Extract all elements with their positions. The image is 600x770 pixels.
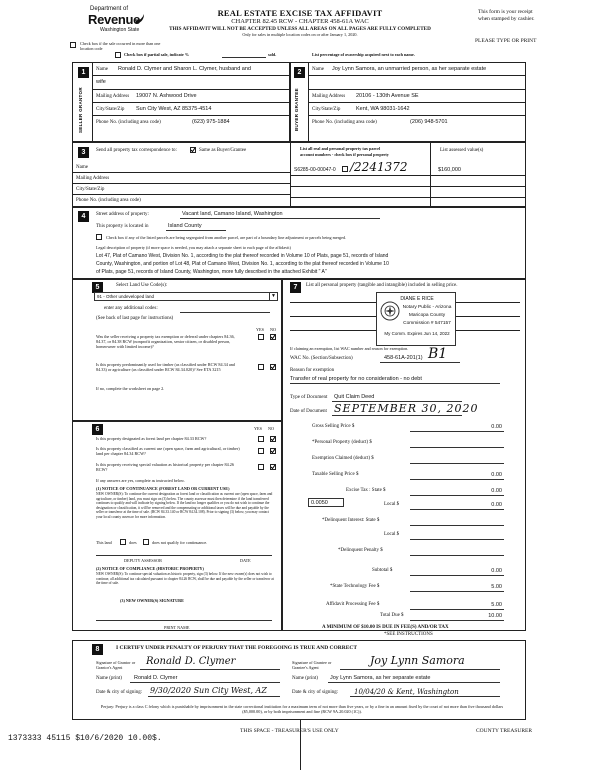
seller-phone[interactable]: (623) 975-1884 (192, 119, 230, 125)
partial-sale-label: Check box if partial sale, indicate % (124, 52, 190, 57)
same-as-buyer-checkbox[interactable] (190, 147, 196, 153)
notary-seal-icon (380, 301, 400, 321)
local-tax-label: Local $ (384, 502, 400, 507)
buyer-address[interactable]: 20106 - 130th Avenue SE (356, 93, 419, 99)
doc-date[interactable]: SEPTEMBER 30, 2020 (334, 402, 479, 415)
legal-desc-label: Legal description of property (if more space is needed, you may attach a separate sheet to each page of the affidavit) (96, 245, 291, 250)
grantee-date-label: Date & city of signing: (292, 690, 339, 695)
notary-line1: DIANE E RICE (400, 296, 434, 302)
s5-question-2: Is this property predominantly used for timber (as classified under RCW 84.34 and 84.33) or agriculture (as classified under RCW 84.34.020)? See ETA 3215 (96, 362, 235, 372)
land-does-label: This land (96, 540, 112, 545)
buyer-addr-label: Mailing Address (312, 94, 346, 99)
print-name-label: PRINT NAME (164, 625, 190, 630)
notary-line4: Commission # 547157 (403, 321, 451, 326)
taxable-value[interactable]: 0.00 (491, 472, 502, 478)
legal-desc-3[interactable]: of Plats, page 51, records of Island County, Washington, more fully described in the attached Exhibit " A" (96, 269, 327, 275)
grantor-sig-label: Signature of Grantor or Grantor's Agent (96, 660, 136, 670)
wac-handwritten: B1 (428, 346, 448, 362)
street-label: Street address of property: (96, 212, 149, 217)
does-not-label: does not qualify for continuance. (152, 540, 208, 545)
agency-logo-text: Revenue (88, 12, 141, 27)
s6-question-4: If any answers are yes, complete as instructed below. (96, 478, 185, 483)
tech-fee-value[interactable]: 5.00 (491, 584, 502, 590)
buyer-city-label: City/State/Zip (312, 107, 341, 112)
corr-addr-label: Mailing Address (76, 176, 110, 181)
s5-q2-no-checkbox[interactable] (270, 364, 276, 370)
exemption-deduct-label: Exemption Claimed (deduct) $ (312, 456, 374, 461)
delinq-interest-label: *Delinquent Interest: State $ (322, 518, 380, 523)
s6-question-3: Is this property receiving special valuation as historical property per chapter 84.26 RCW? (96, 462, 234, 472)
partial-sale-checkbox[interactable] (115, 52, 121, 58)
grantor-name-label: Name (print) (96, 676, 122, 681)
s6-q3-yes-checkbox[interactable] (258, 464, 264, 470)
grantor-signature[interactable]: Ronald D. Clymer (146, 656, 236, 667)
property-street[interactable]: Vacant land, Camano Island, Washington (182, 211, 283, 217)
grantee-name-print[interactable]: Joy Lynn Samora, as her separate estate (330, 675, 431, 681)
assessed-header: List assessed value(s) (440, 148, 484, 153)
legal-desc-2[interactable]: County, Washington, and portion of Lot 48, Plat of Camano West, Division No. 1, according to the plat thereof recorded in Volume 10 (96, 261, 389, 267)
seller-city-label: City/State/Zip (96, 107, 125, 112)
section-5-number: 5 (92, 282, 103, 293)
section-8-number: 8 (92, 644, 103, 655)
seller-name-cont[interactable]: wife (96, 79, 106, 85)
personal-property-checkbox[interactable] (342, 166, 348, 172)
state-tax-label: Excise Tax : State $ (346, 488, 386, 493)
new-owner-sig-label: (3) NEW OWNER(S) SIGNATURE (120, 598, 184, 603)
doc-type[interactable]: Quit Claim Deed (334, 394, 375, 400)
seller-city[interactable]: Sun City West, AZ 85375-4514 (136, 106, 212, 112)
section-3-number: 3 (78, 147, 89, 158)
county-label: This property is located in (96, 224, 149, 229)
section-6-number: 6 (92, 424, 103, 435)
land-does-checkbox[interactable] (120, 539, 126, 545)
s5-question-1: Was the seller receiving a property tax exemption or deferral under chapters 84.36, 84.37, or 84.38 RCW (nonprofit organization, senior citizen, or disabled person, homeowner with limited income)? (96, 334, 235, 349)
subtotal-label: Subtotal $ (372, 568, 393, 573)
s6-q2-yes-checkbox[interactable] (258, 448, 264, 454)
notice-1-title: (1) NOTICE OF CONTINUANCE (FOREST LAND OR CURRENT USE) (96, 486, 230, 491)
agency-line1: Department of (90, 6, 129, 12)
land-use-select[interactable] (94, 292, 278, 301)
gross-label: Gross Selling Price $ (312, 424, 355, 429)
form-warning: THIS AFFIDAVIT WILL NOT BE ACCEPTED UNLESS ALL AREAS ON ALL PAGES ARE FULLY COMPLETED (169, 26, 431, 32)
buyer-name[interactable]: Joy Lynn Samora, an unmarried person, as her separate estate (332, 66, 487, 72)
center-fold-line (300, 720, 301, 770)
land-use-label: Select Land Use Code(s): (116, 283, 168, 288)
segregated-label: Check box if any of the listed parcels are being segregated from another parcel, are part of a boundary line adjustment or parcels being merged. (106, 235, 347, 240)
gross-value[interactable]: 0.00 (491, 424, 502, 430)
personal-deduct-label: *Personal Property (deduct) $ (312, 440, 372, 445)
grantor-date-city[interactable]: 9/30/2020 Sun City West, AZ (150, 686, 267, 695)
s6-q3-no-checkbox[interactable] (270, 464, 276, 470)
s5-q2-yes-checkbox[interactable] (258, 364, 264, 370)
s6-q1-yes-checkbox[interactable] (258, 436, 264, 442)
county-treasurer-label: COUNTY TREASURER (476, 728, 533, 734)
s5-q1-no-checkbox[interactable] (270, 334, 276, 340)
delinq-local-label: Local $ (384, 532, 400, 537)
grantor-date-label: Date & city of signing: (96, 690, 143, 695)
send-correspondence-label: Send all property tax correspondence to: (96, 148, 177, 153)
buyer-grantee-label: BUYER GRANTEE (294, 88, 299, 132)
legal-desc-1[interactable]: Lot 47, Plat of Camano West, Division No. 1, according to the plat thereof recorded in Volume 10 of Plats, page 51, records of Island (96, 253, 389, 259)
s6-no-header: NO (268, 426, 275, 431)
corr-name-label: Name (76, 165, 88, 170)
wac-label: WAC No. (Section/Subsection) (290, 356, 353, 361)
property-county[interactable]: Island County (168, 223, 202, 229)
notary-line3: Maricopa County (408, 313, 446, 318)
multiple-location-checkbox[interactable] (70, 42, 76, 48)
see-instructions: *SEE INSTRUCTIONS (384, 632, 433, 637)
minimum-note: A MINIMUM OF $10.00 IS DUE IN FEE(S) AND/OR TAX (322, 625, 449, 630)
chevron-down-icon: ▼ (269, 293, 277, 300)
reason-label: Reason for exemption (290, 368, 335, 373)
affidavit-fee-value[interactable]: 5.00 (491, 602, 502, 608)
parcel-header-1: List all real and personal property tax parcel (300, 146, 381, 151)
s6-q2-no-checkbox[interactable] (270, 448, 276, 454)
local-tax-value[interactable]: 0.00 (491, 502, 502, 508)
form-only-for: Only for sales in multiple location codes on or after January 1, 2020. (242, 32, 358, 37)
notice-1-body: NEW OWNER(S): To continue the current designation as forest land or classification as current use (open space, farm and agriculture, or timber) land, you must sign on (3) below. The county assessor must then determine if the land transferred continues to qualify and will indicate by signing below. If the land no longer qualifies or you do not wish to continue the designation or classification, it will be removed and the compensating or additional taxes will be due and payable by the seller or transferor at the time of sale. (RCW 84.33.140 or RCW 84.34.108). Prior to signing (3) below, you may contact your local county assessor for more information. (96, 492, 273, 519)
treasurer-space-label: THIS SPACE - TREASURER'S USE ONLY (240, 728, 339, 734)
additional-codes-label: enter any additional codes: (104, 306, 158, 311)
grantee-signature[interactable]: Joy Lynn Samora (370, 654, 465, 667)
parcel-handwritten: /2241372 (350, 160, 408, 174)
perjury-note: Perjury: Perjury is a class C felony which is punishable by imprisonment in the state correctional institution for a maximum term of not more than five years, or by a fine in an amount fixed by the court of not more than five thousand dollars ($5,000.00), or by both imprisonment and fine (RCW 9A.20.020 (1C)). (100, 704, 504, 714)
doc-date-label: Date of Document (290, 409, 327, 414)
claiming-label: If claiming an exemption, list WAC number and reason for exemption. (290, 346, 409, 351)
s5-no-header: NO (270, 327, 277, 332)
s5-yes-header: YES (256, 327, 264, 332)
buyer-name-label: Name (312, 67, 324, 72)
s6-q1-no-checkbox[interactable] (270, 436, 276, 442)
buyer-phone[interactable]: (206) 948-5701 (410, 119, 448, 125)
seller-addr-label: Mailing Address (96, 94, 130, 99)
notary-line2: Notary Public - Arizona (402, 305, 452, 310)
segregated-checkbox[interactable] (96, 234, 102, 240)
form-title: REAL ESTATE EXCISE TAX AFFIDAVIT (217, 8, 383, 18)
s5-q1-yes-checkbox[interactable] (258, 334, 264, 340)
grantee-date-city[interactable]: 10/04/20 & Kent, Washington (354, 688, 459, 696)
affidavit-fee-label: Affidavit Processing Fee $ (326, 602, 380, 607)
please-type: PLEASE TYPE OR PRINT (475, 38, 537, 44)
exemption-reason[interactable]: Transfer of real property for no consideration - no debt (290, 376, 422, 382)
notary-line5: My Comm. Expires Jun 14, 2022 (384, 331, 450, 336)
seller-name[interactable]: Ronald D. Clymer and Sharon L. Clymer, husband and (118, 66, 251, 72)
section-2-number: 2 (294, 67, 305, 78)
notice-2-title: (2) NOTICE OF COMPLIANCE (HISTORIC PROPERTY) (96, 566, 204, 571)
receipt-note-1: This form is your receipt (478, 9, 533, 15)
personal-property-label: List all personal property (tangible and intangible) included in selling price. (306, 283, 458, 288)
form-subtitle: CHAPTER 82.45 RCW - CHAPTER 458-61A WAC (231, 18, 369, 25)
seller-address[interactable]: 19007 N. Ashwood Drive (136, 93, 197, 99)
multiple-location-label: Check box if the sale occurred in more than one location code (80, 41, 161, 51)
recording-stamp: 1373333 45115 $10/6/2020 10.00$. (8, 734, 162, 743)
section-7-number: 7 (290, 282, 301, 293)
parcel-number[interactable]: S6285-00-00047-0 (294, 167, 336, 173)
buyer-phone-label: Phone No. (including area code) (312, 120, 377, 125)
land-use-value: 91 - Other undeveloped land (97, 294, 155, 299)
does-label: does (129, 540, 137, 545)
wac-number[interactable]: 458-61A-201(1) (384, 355, 423, 361)
grantee-name-label: Name (print) (292, 676, 318, 681)
taxable-label: Taxable Selling Price $ (312, 472, 359, 477)
corr-phone-label: Phone No. (including area code) (76, 198, 141, 203)
notice-2-body: NEW OWNER(S): To continue special valuation as historic property, sign (3) below. If the new owner(s) does not wish to continue, all additional tax calculated pursuant to chapter 84.26 RCW, shall be due and payable by the seller or transferor at the time of sale. (96, 572, 274, 586)
grantor-name-print[interactable]: Ronald D. Clymer (134, 675, 178, 681)
total-due-value[interactable]: 10.00 (488, 613, 502, 619)
buyer-city[interactable]: Kent, WA 98031-1642 (356, 106, 410, 112)
section-1-number: 1 (78, 67, 89, 78)
seller-name-label: Name (96, 67, 108, 72)
local-rate: 0.0050 (311, 500, 328, 506)
grantee-sig-label: Signature of Grantee or Grantee's Agent (292, 660, 332, 670)
land-does-not-checkbox[interactable] (143, 539, 149, 545)
assessed-value[interactable]: $160,000 (438, 167, 461, 173)
state-tax-value[interactable]: 0.00 (491, 488, 502, 494)
see-back-label: (See back of last page for instructions) (96, 316, 174, 321)
notary-seal (376, 292, 456, 346)
agency-line3: Washington State (100, 27, 140, 33)
deputy-assessor-label: DEPUTY ASSESSOR (124, 558, 162, 563)
partial-sold-label: sold. (268, 52, 277, 57)
seller-phone-label: Phone No. (including area code) (96, 120, 161, 125)
s6-question-1: Is this property designated as forest land per chapter 84.33 RCW? (96, 436, 207, 441)
subtotal-value[interactable]: 0.00 (491, 568, 502, 574)
local-rate-box[interactable] (308, 498, 344, 507)
doc-type-label: Type of Document (290, 395, 328, 400)
certify-statement: I CERTIFY UNDER PENALTY OF PERJURY THAT THE FOREGOING IS TRUE AND CORRECT (116, 645, 358, 651)
seller-grantor-label: SELLER GRANTOR (78, 87, 83, 133)
parcel-header-2: account numbers - check box if personal property (300, 152, 389, 157)
deputy-date-label: DATE (240, 558, 251, 563)
receipt-note-2: when stamped by cashier. (478, 16, 535, 22)
total-due-label: Total Due $ (380, 613, 404, 618)
s6-yes-header: YES (254, 426, 262, 431)
delinq-penalty-label: *Delinquent Penalty $ (338, 548, 383, 553)
tech-fee-label: *State Technology Fee $ (330, 584, 380, 589)
corr-city-label: City/State/Zip (76, 187, 105, 192)
section-4-number: 4 (78, 211, 89, 222)
s6-question-2: Is this property classified as current use (open space, farm and agricultural, or timber) land per chapter 84.34 RCW? (96, 446, 240, 456)
same-as-buyer-label: Same as Buyer/Grantee (199, 148, 247, 153)
list-percentage-note: List percentage of ownership acquired next to each name. (312, 52, 415, 57)
s5-question-2b: If no, complete the worksheet on page 2. (96, 386, 165, 391)
